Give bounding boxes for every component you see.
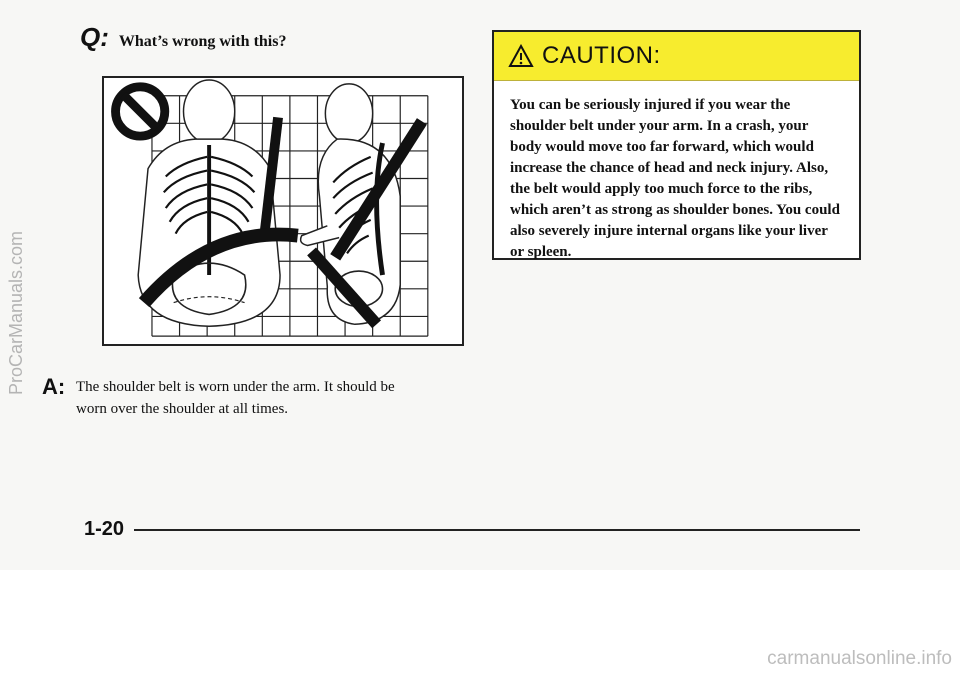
caution-box — [492, 30, 861, 260]
question-line — [80, 22, 286, 53]
caution-text: You can be seriously injured if you wear the shoulder belt under your arm. In a crash, your body would move too far forward, which would increase the chance of head and neck injury. Also, the belt would apply too much force to the ribs, which aren’t as strong as shoulder bones. You could also severely injure internal organs like your liver or spleen. — [510, 97, 840, 260]
side-watermark: ProCarManuals.com — [6, 230, 26, 395]
caution-header — [494, 32, 859, 81]
prohibited-icon — [116, 87, 165, 136]
front-shoulder-belt — [264, 117, 278, 235]
answer-text: The shoulder belt is worn under the arm. It should be worn over the shoulder at all times. — [76, 379, 395, 417]
caution-title: CAUTION: — [542, 42, 661, 69]
site-watermark: carmanualsonline.info — [767, 648, 952, 669]
answer-block — [42, 376, 482, 420]
question-text: What’s wrong with this? — [118, 33, 287, 50]
question-label: Q: — [80, 22, 109, 52]
footer-rule — [134, 529, 860, 531]
seatbelt-illustration — [102, 76, 464, 346]
page-footer — [84, 518, 860, 541]
answer-label: A: — [42, 374, 66, 399]
skeleton-belt-drawing — [104, 78, 462, 344]
page-number: 1-20 — [84, 518, 125, 540]
warning-triangle-icon — [508, 44, 534, 68]
